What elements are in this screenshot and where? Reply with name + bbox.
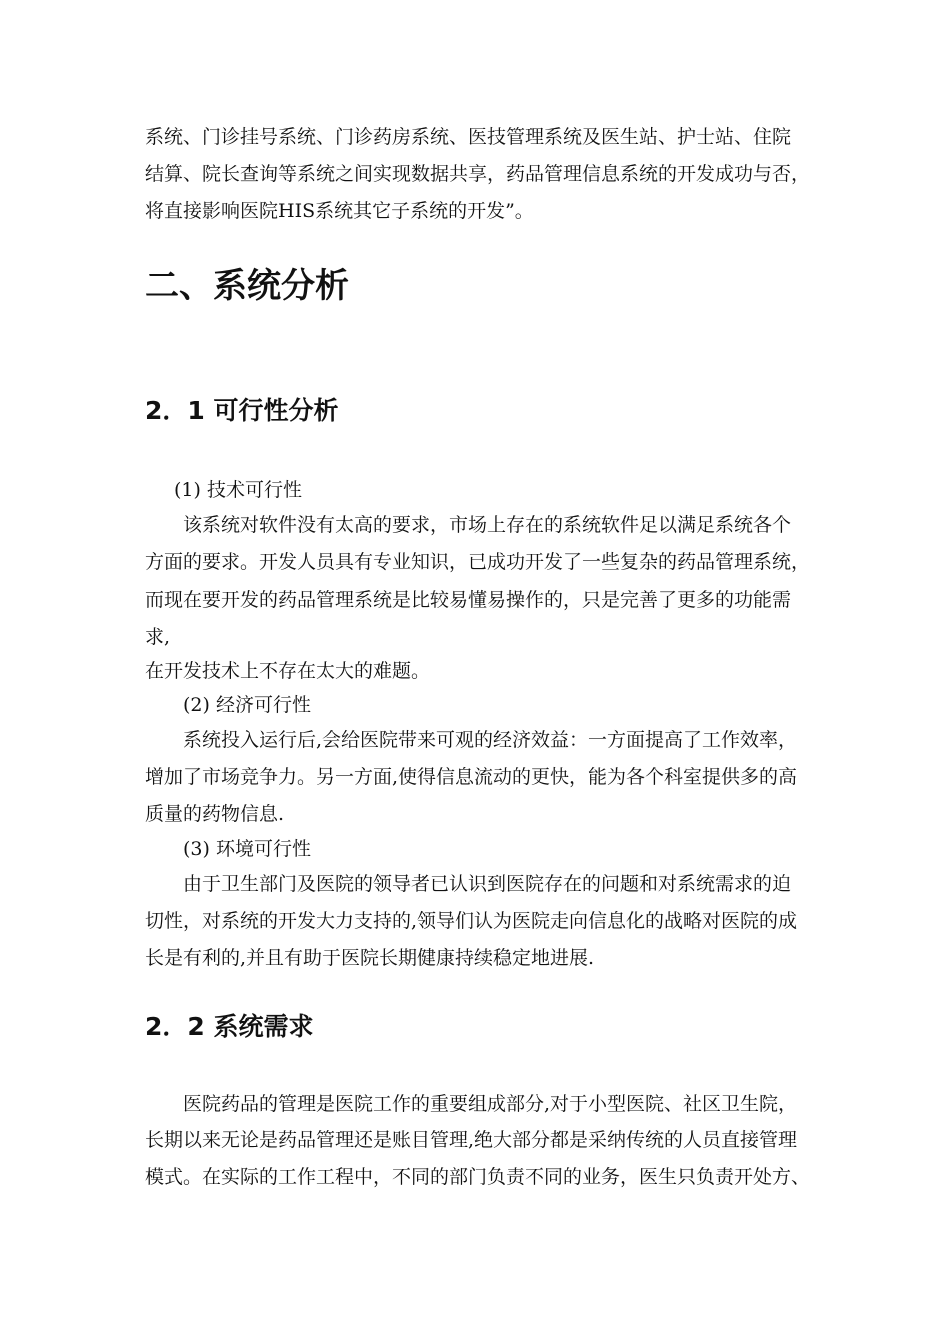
technical-label: (1) 技术可行性 — [174, 479, 302, 501]
intro-line-3: 将直接影响医院HIS系统其它子系统的开发”。 — [145, 200, 534, 222]
technical-line-1: 该系统对软件没有太高的要求，市场上存在的系统软件足以满足系统各个 — [183, 514, 792, 536]
section-2-2-title: 2．2 系统需求 — [145, 1012, 314, 1041]
chapter-title: 二、系统分析 — [145, 266, 349, 306]
technical-line-2: 方面的要求。开发人员具有专业知识，已成功开发了一些复杂的药品管理系统， — [145, 551, 811, 573]
intro-line-2: 结算、院长查询等系统之间实现数据共享，药品管理信息系统的开发成功与否， — [145, 163, 811, 185]
section-2-1-title: 2．1 可行性分析 — [145, 396, 339, 425]
intro-line-1: 系统、门诊挂号系统、门诊药房系统、医技管理系统及医生站、护士站、住院 — [145, 126, 792, 148]
environment-line-1: 由于卫生部门及医院的领导者已认识到医院存在的问题和对系统需求的迫 — [183, 873, 792, 895]
requirements-line-1: 医院药品的管理是医院工作的重要组成部分,对于小型医院、社区卫生院， — [183, 1093, 798, 1115]
technical-line-5: 在开发技术上不存在太大的难题。 — [145, 660, 431, 682]
environment-line-3: 长是有利的,并且有助于医院长期健康持续稳定地进展. — [145, 947, 595, 969]
economic-line-2: 增加了市场竞争力。另一方面,使得信息流动的更快，能为各个科室提供多的高 — [145, 766, 798, 788]
technical-line-3: 而现在要开发的药品管理系统是比较易懂易操作的，只是完善了更多的功能需 — [145, 589, 792, 611]
environment-line-2: 切性，对系统的开发大力支持的,领导们认为医院走向信息化的战略对医院的成 — [145, 910, 798, 932]
economic-line-3: 质量的药物信息. — [145, 803, 285, 825]
technical-line-4: 求, — [145, 626, 171, 648]
economic-label: (2) 经济可行性 — [183, 694, 311, 716]
requirements-line-2: 长期以来无论是药品管理还是账目管理,绝大部分都是采纳传统的人员直接管理 — [145, 1129, 798, 1151]
environment-label: (3) 环境可行性 — [183, 838, 311, 860]
economic-line-1: 系统投入运行后,会给医院带来可观的经济效益：一方面提高了工作效率， — [183, 729, 798, 751]
requirements-line-3: 模式。在实际的工作工程中，不同的部门负责不同的业务，医生只负责开处方、 — [145, 1166, 811, 1188]
